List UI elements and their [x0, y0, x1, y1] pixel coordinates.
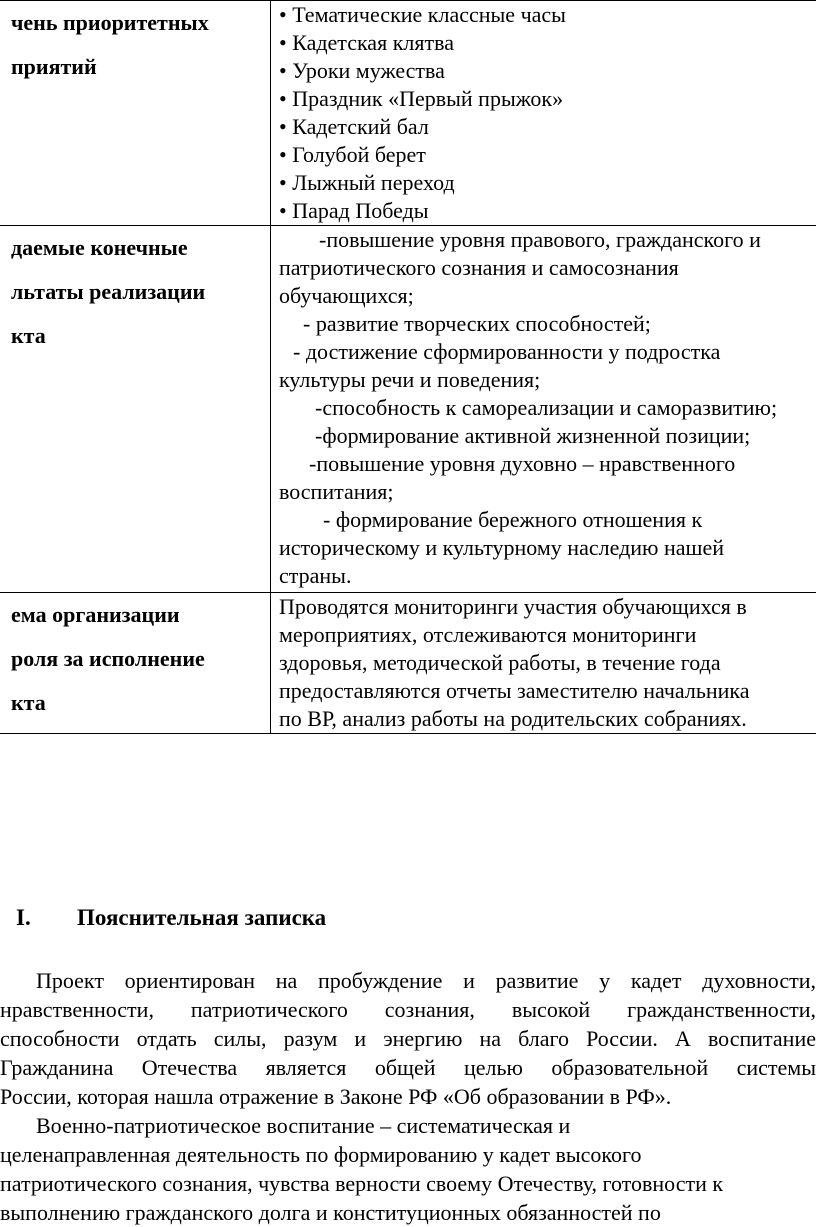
paragraph-line: Гражданина Отечества является общей целью образовательной системы [0, 1053, 816, 1082]
list-item: • Парад Победы [279, 197, 816, 225]
result-line: культуры речи и поведения; [279, 366, 816, 394]
list-item: • Уроки мужества [279, 57, 816, 85]
paragraph-1 [0, 966, 816, 1111]
list-item: • Кадетский бал [279, 113, 816, 141]
list-item: • Кадетская клятва [279, 29, 816, 57]
row-label-cell [0, 226, 271, 593]
list-item: • Лыжный переход [279, 169, 816, 197]
result-line: -способность к самореализации и саморазвитию; [279, 394, 816, 422]
control-line: по ВР, анализ работы на родительских собраниях. [279, 705, 816, 733]
result-line: - развитие творческих способностей; [279, 310, 816, 338]
list-item: • Праздник «Первый прыжок» [279, 85, 816, 113]
section-title: Пояснительная записка [77, 902, 326, 934]
paragraph-line: нравственности, патриотического сознания, высокой гражданственности, [0, 995, 816, 1024]
row-label-line: ема организации [0, 593, 270, 637]
control-line: предоставляются отчеты заместителю начальника [279, 677, 816, 705]
control-line: здоровья, методической работы, в течение года [279, 649, 816, 677]
paragraph-line: России, которая нашла отражение в Законе РФ «Об образовании в РФ». [0, 1082, 816, 1111]
row-label-line: кта [0, 314, 270, 358]
row-content-cell [271, 1, 816, 226]
result-line: обучающихся; [279, 282, 816, 310]
table-row-control-scheme [0, 593, 816, 734]
section-number: I. [16, 902, 31, 934]
control-line: Проводятся мониторинги участия обучающихся в [279, 593, 816, 621]
row-label-line: роля за исполнение [0, 637, 270, 681]
paragraph-line: способности отдать силы, разум и энергию на благо России. А воспитание [0, 1024, 816, 1053]
list-item: • Тематические классные часы [279, 1, 816, 29]
result-line: -формирование активной жизненной позиции; [279, 422, 816, 450]
result-line: - достижение сформированности у подростка [279, 338, 816, 366]
list-item: • Голубой берет [279, 141, 816, 169]
row-label-line: чень приоритетных [0, 1, 270, 45]
paragraph-line: целенаправленная деятельность по формированию у кадет высокого [0, 1140, 816, 1169]
row-label-line: льтаты реализации [0, 270, 270, 314]
table-row-expected-results [0, 226, 816, 593]
row-label-cell [0, 1, 271, 226]
result-line: -повышение уровня правового, гражданского и [279, 226, 816, 254]
row-label-line: приятий [0, 45, 270, 89]
result-line: -повышение уровня духовно – нравственного [279, 450, 816, 478]
row-content-cell [271, 226, 816, 593]
row-label-line: даемые конечные [0, 226, 270, 270]
control-line: мероприятиях, отслеживаются мониторинги [279, 621, 816, 649]
paragraph-line: выполнению гражданского долга и конституционных обязанностей по [0, 1198, 816, 1227]
result-line: историческому и культурному наследию нашей [279, 534, 816, 562]
result-line: - формирование бережного отношения к [279, 506, 816, 534]
row-content-cell [271, 593, 816, 734]
result-line: страны. [279, 562, 816, 590]
paragraph-line: Военно-патриотическое воспитание – систематическая и [0, 1111, 816, 1140]
paragraph-line: патриотического сознания, чувства верности своему Отечеству, готовности к [0, 1169, 816, 1198]
paragraph-2 [0, 1111, 816, 1227]
paragraph-line: Проект ориентирован на пробуждение и развитие у кадет духовности, [0, 966, 816, 995]
row-label-line: кта [0, 681, 270, 725]
table-row-priority-events [0, 1, 816, 226]
body-text [0, 966, 816, 1227]
result-line: патриотического сознания и самосознания [279, 254, 816, 282]
result-line: воспитания; [279, 478, 816, 506]
row-label-cell [0, 593, 271, 734]
